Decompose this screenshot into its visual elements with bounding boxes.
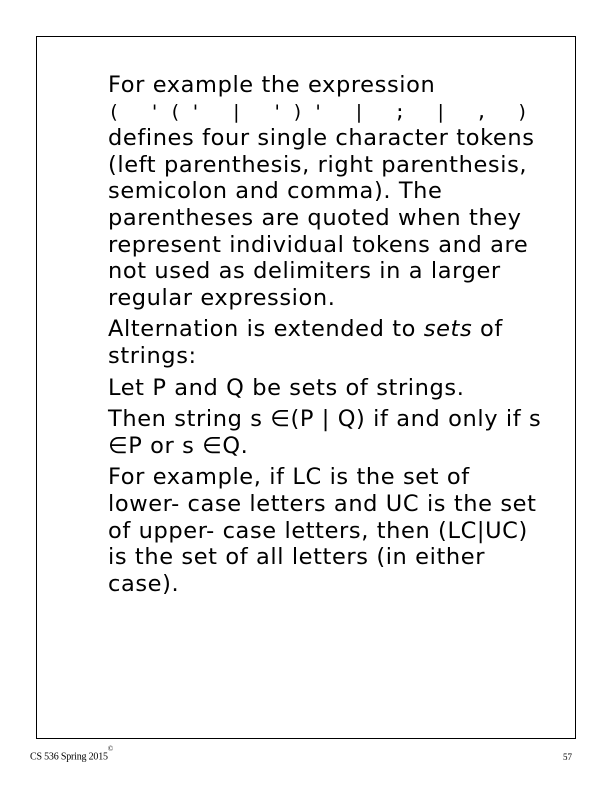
paragraph-example-expression: [108, 72, 548, 311]
course-label: CS 536 Spring 2015: [30, 751, 108, 763]
paragraph-alternation: [108, 316, 548, 369]
paragraph-text: of strings:: [108, 316, 503, 369]
copyright-mark: ©: [107, 745, 113, 753]
paragraph-text: defines four single character tokens (left parenthesis, right parenthesis, semicolon and comma). The parentheses are quoted when they represent individual tokens and are not used as delimiters in a larger regular expression.: [108, 125, 535, 311]
code-expression: ( '(' | ')' | ; | , ): [108, 100, 538, 123]
paragraph-let-p-q: Let P and Q be sets of strings.: [108, 374, 465, 401]
paragraph-text: For example the expression: [108, 72, 436, 98]
slide-body: [108, 72, 548, 602]
page-number: 57: [563, 752, 572, 762]
paragraph-letters-example: For example, if LC is the set of lower- case letters and UC is the set of upper- case letters, then (LC|UC) is the set of all letters (in either case).: [108, 464, 537, 597]
paragraph-membership: Then string s ∈(P | Q) if and only if s ∈P or s ∈Q.: [108, 406, 542, 459]
paragraph-text: Alternation is extended to: [108, 316, 424, 343]
footer-course: [30, 745, 113, 763]
emphasis-text: sets: [423, 316, 473, 343]
